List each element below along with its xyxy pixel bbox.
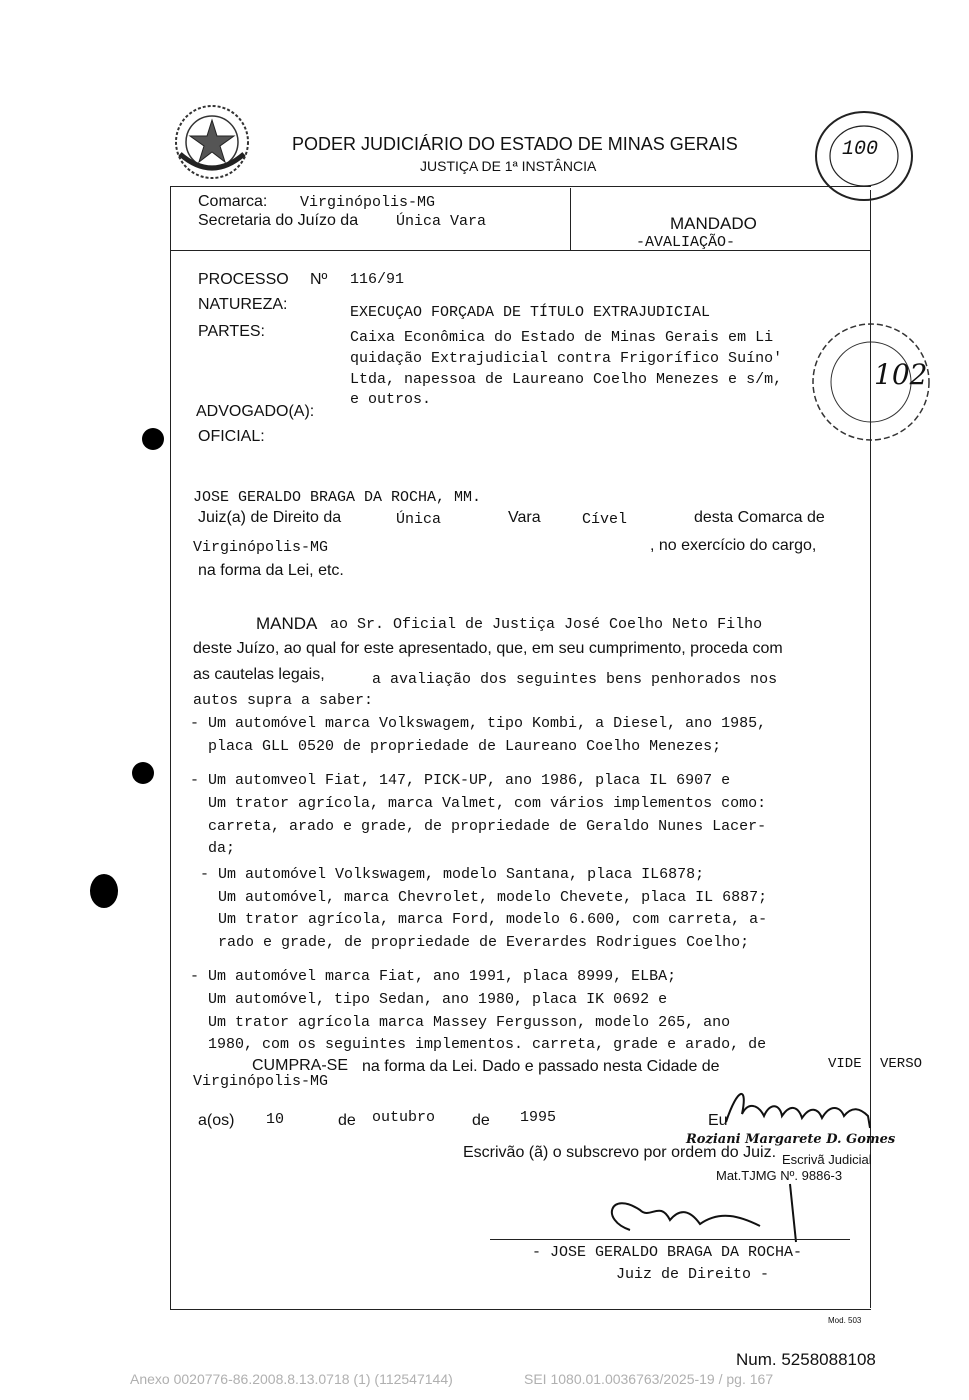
item-line: - Um automóvel marca Volkswagem, tipo Kombi, a Diesel, ano 1985, <box>190 715 767 732</box>
natureza-label: NATUREZA: <box>198 296 288 313</box>
manda-word: MANDA <box>256 614 318 633</box>
vara-type: Cível <box>582 511 628 528</box>
item-line: - Um automóvel marca Fiat, ano 1991, placa 8999, ELBA; <box>190 968 677 985</box>
date-aos: a(os) <box>198 1112 235 1129</box>
body-line-2: deste Juízo, ao qual for este apresentado, que, em seu cumprimento, proceda com <box>193 640 783 657</box>
clerk-stamp-mat: Mat.TJMG Nº. 9886-3 <box>716 1168 843 1183</box>
advogado-label: ADVOGADO(A): <box>196 403 315 420</box>
manda-rest: ao Sr. Oficial de Justiça José Coelho Neto Filho <box>330 616 763 633</box>
item-line: carreta, arado e grade, de propriedade de Geraldo Nunes Lacer- <box>190 818 767 835</box>
body-line-3b: a avaliação dos seguintes bens penhorados nos <box>372 671 778 688</box>
vara-label: Vara <box>508 509 541 526</box>
item-line: placa GLL 0520 de propriedade de Laureano Coelho Menezes; <box>190 738 722 755</box>
body-line-4: autos supra a saber: <box>193 692 374 709</box>
punch-hole <box>132 762 154 784</box>
court-subtitle: JUSTIÇA DE 1ª INSTÂNCIA <box>420 158 597 174</box>
coat-of-arms-emblem <box>170 102 254 184</box>
doc-type: MANDADO <box>670 214 757 233</box>
date-day: 10 <box>266 1111 285 1128</box>
sei-label: SEI 1080.01.0036763/2025-19 / pg. 167 <box>524 1371 774 1387</box>
vara-prefix: Única <box>396 511 442 528</box>
forma-label: na forma da Lei, etc. <box>198 562 344 579</box>
body-line-3a: as cautelas legais, <box>193 666 325 683</box>
partes-line: Caixa Econômica do Estado de Minas Gerais em Li <box>350 329 774 346</box>
partes-line: quidação Extrajudicial contra Frigorífico Suíno' <box>350 350 783 367</box>
item-line: Um trator agrícola marca Massey Fergusson, modelo 265, ano <box>190 1014 731 1031</box>
date-de-1: de <box>338 1112 356 1129</box>
cumpra-city: Virginópolis-MG <box>193 1073 329 1090</box>
partes-line: Ltda, napessoa de Laureano Coelho Menezes e s/m, <box>350 371 783 388</box>
court-title: PODER JUDICIÁRIO DO ESTADO DE MINAS GERAIS <box>292 134 738 154</box>
clerk-signature <box>718 1084 878 1134</box>
signature-line <box>490 1239 850 1240</box>
mod-label: Mod. 503 <box>828 1316 862 1325</box>
comarca-de-label: desta Comarca de <box>694 509 825 526</box>
item-line: da; <box>190 840 236 857</box>
doc-subtype: -AVALIAÇÃO- <box>636 234 736 251</box>
date-de-2: de <box>472 1112 490 1129</box>
judge-name: JOSE GERALDO BRAGA DA ROCHA, MM. <box>193 489 482 506</box>
judge-signature-role: Juiz de Direito - <box>616 1266 770 1283</box>
clerk-stamp-name: Roziani Margarete D. Gomes <box>686 1132 896 1147</box>
item-line: 1980, com os seguintes implementos. carreta, grade e arado, de <box>190 1036 767 1053</box>
date-eu: Eu <box>708 1112 728 1129</box>
juiz-label: Juiz(a) de Direito da <box>198 509 342 526</box>
document-number: Num. 5258088108 <box>736 1350 876 1369</box>
item-line: rado e grade, de propriedade de Everardes Rodrigues Coelho; <box>200 934 750 951</box>
escrivao-text: Escrivão (ã) o subscrevo por ordem do Juiz. <box>463 1144 777 1161</box>
item-line: - Um automóvel Volkswagem, modelo Santana, placa IL6878; <box>200 866 705 883</box>
punch-hole <box>142 428 164 450</box>
clerk-stamp-role: Escrivã Judicial <box>782 1152 872 1167</box>
processo-no-label: Nº <box>310 271 328 288</box>
top-box-column-divider <box>570 188 571 250</box>
partes-label: PARTES: <box>198 323 265 340</box>
secretaria-label: Secretaria do Juízo da <box>198 212 359 229</box>
anexo-label: Anexo 0020776-86.2008.8.13.0718 (1) (112547144) <box>130 1371 453 1387</box>
verso-label: VERSO <box>880 1056 923 1072</box>
item-line: - Um automveol Fiat, 147, PICK-UP, ano 1986, placa IL 6907 e <box>190 772 731 789</box>
cumpra-word: CUMPRA-SE <box>252 1057 349 1074</box>
stamp-number: 100 <box>842 138 879 161</box>
comarca-label: Comarca: <box>198 193 268 210</box>
judge-signature-name: - JOSE GERALDO BRAGA DA ROCHA- <box>532 1244 803 1261</box>
item-line: Um trator agrícola, marca Ford, modelo 6.600, com carreta, a- <box>200 911 768 928</box>
punch-hole <box>90 874 118 908</box>
stamp-number-side: 102 <box>874 358 928 391</box>
date-year: 1995 <box>520 1109 557 1126</box>
comarca-value: Virginópolis-MG <box>300 194 436 211</box>
cumpra-rest: na forma da Lei. Dado e passado nesta Cidade de <box>362 1058 720 1075</box>
partes-line: e outros. <box>350 391 432 408</box>
vide-label: VIDE <box>828 1056 862 1072</box>
oficial-label: OFICIAL: <box>198 428 265 445</box>
secretaria-value: Única Vara <box>396 213 487 230</box>
processo-label: PROCESSO <box>198 271 289 288</box>
item-line: Um automóvel, tipo Sedan, ano 1980, placa IK 0692 e <box>190 991 668 1008</box>
processo-value: 116/91 <box>350 271 405 288</box>
judge-city: Virginópolis-MG <box>193 539 329 556</box>
top-box-divider <box>170 250 870 251</box>
item-line: Um trator agrícola, marca Valmet, com vários implementos como: <box>190 795 767 812</box>
exercicio-label: , no exercício do cargo, <box>650 537 817 554</box>
natureza-value: EXECUÇAO FORÇADA DE TÍTULO EXTRAJUDICIAL <box>350 304 711 321</box>
date-month: outubro <box>372 1109 436 1126</box>
item-line: Um automóvel, marca Chevrolet, modelo Chevete, placa IL 6887; <box>200 889 768 906</box>
